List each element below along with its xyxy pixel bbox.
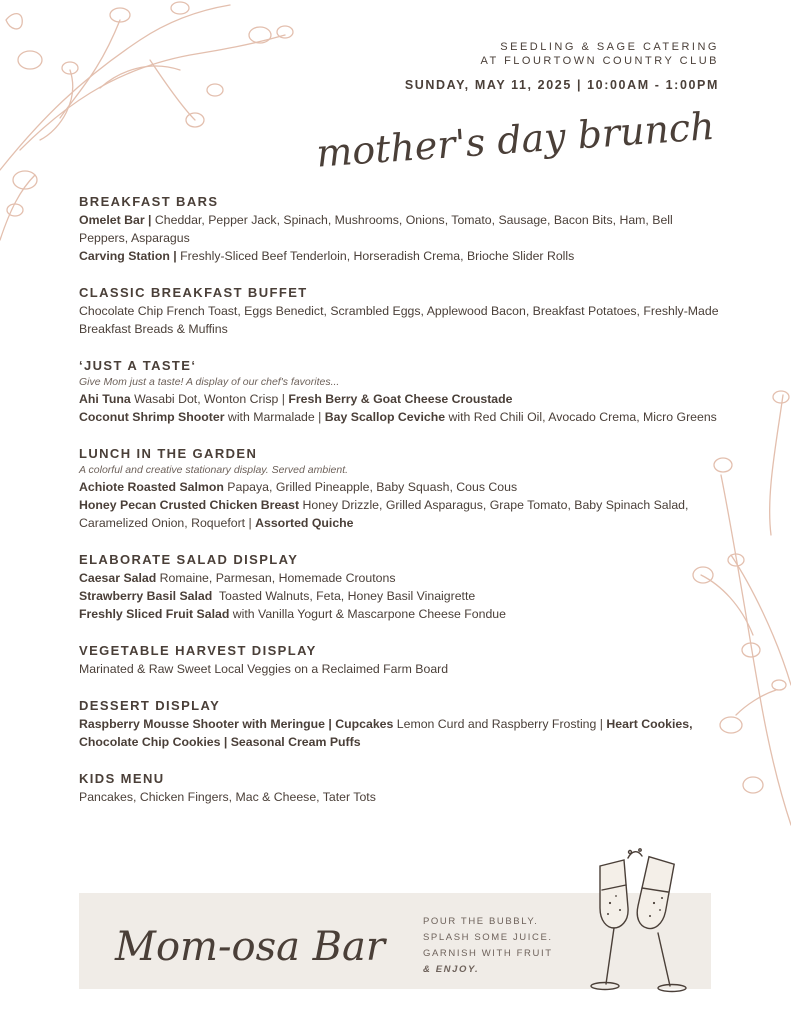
section-title: CLASSIC BREAKFAST BUFFET	[79, 285, 308, 300]
menu-item	[79, 478, 719, 496]
event-date: SUNDAY, MAY 11, 2025 | 10:00AM - 1:00PM	[404, 78, 719, 92]
section-title: KIDS MENU	[79, 771, 165, 786]
menu-item	[79, 569, 719, 587]
menu-item: Pancakes, Chicken Fingers, Mac & Cheese, Tater Tots	[79, 790, 376, 804]
menu-item	[79, 211, 719, 247]
menu-item: Chocolate Chip French Toast, Eggs Benedict, Scrambled Eggs, Applewood Bacon, Breakfast Potatoes, Freshly-Made Breakfast Breads & Muffins	[79, 304, 719, 336]
section-salad-display	[79, 551, 719, 623]
item-description: with Red Chili Oil, Avocado Crema, Micro Greens	[445, 410, 717, 424]
item-name: Carving Station |	[79, 249, 177, 263]
section-title: VEGETABLE HARVEST DISPLAY	[79, 643, 317, 658]
section-title: ELABORATE SALAD DISPLAY	[79, 552, 299, 567]
item-description: Freshly-Sliced Beef Tenderloin, Horseradish Crema, Brioche Slider Rolls	[176, 249, 575, 263]
menu-item	[79, 408, 719, 426]
item-description: Wasabi Dot, Wonton Crisp |	[130, 392, 289, 406]
page-title	[314, 95, 725, 185]
item-name: Achiote Roasted Salmon	[79, 480, 224, 494]
item-name: Coconut Shrimp Shooter	[79, 410, 225, 424]
instruction-line: POUR THE BUBBLY.	[423, 916, 539, 927]
item-name: Ahi Tuna	[79, 392, 131, 406]
item-name: Omelet Bar |	[79, 213, 152, 227]
mimosa-bar-title	[110, 900, 400, 990]
menu-item	[79, 496, 719, 532]
section-vegetable-display	[79, 642, 719, 678]
menu-item	[79, 587, 719, 605]
menu-item: Marinated & Raw Sweet Local Veggies on a Reclaimed Farm Board	[79, 662, 449, 676]
item-name: Fresh Berry & Goat Cheese Croustade	[288, 392, 513, 406]
instruction-line: & ENJOY.	[423, 964, 480, 975]
item-description: with Marmalade |	[224, 410, 325, 424]
menu-item	[79, 247, 719, 265]
item-name: Honey Pecan Crusted Chicken Breast	[79, 498, 300, 512]
instruction-line: SPLASH SOME JUICE.	[423, 932, 553, 943]
svg-text:mother's day brunch: mother's day brunch	[314, 103, 716, 176]
item-name: Freshly Sliced Fruit Salad	[79, 607, 230, 621]
item-name: Heart Cookies, Chocolate Chip Cookies | Seasonal Cream Puffs	[79, 717, 693, 749]
menu	[79, 193, 719, 825]
item-description: Cheddar, Pepper Jack, Spinach, Mushrooms, Onions, Tomato, Sausage, Bacon Bits, Ham, Bell Peppers, Asparagus	[79, 213, 673, 245]
menu-item	[79, 715, 719, 751]
section-title: DESSERT DISPLAY	[79, 698, 221, 713]
section-kids-menu	[79, 770, 719, 806]
item-description: Lemon Curd and Raspberry Frosting |	[393, 717, 607, 731]
section-note: A colorful and creative stationary display. Served ambient.	[79, 464, 349, 476]
item-description: Honey Drizzle, Grilled Asparagus, Grape Tomato, Baby Spinach Salad, Caramelized Onion, Roquefort |	[79, 498, 689, 530]
champagne-glasses-icon	[578, 848, 698, 998]
section-classic-buffet	[79, 284, 719, 338]
venue-name: AT FLOURTOWN COUNTRY CLUB	[480, 55, 719, 67]
item-description: Romaine, Parmesan, Homemade Croutons	[156, 571, 396, 585]
section-note: Give Mom just a taste! A display of our chef's favorites...	[79, 376, 340, 388]
section-breakfast-bars	[79, 193, 719, 265]
section-dessert-display	[79, 697, 719, 751]
svg-text:Mom-osa Bar: Mom-osa Bar	[115, 924, 386, 970]
item-name: Assorted Quiche	[255, 516, 354, 530]
caterer-name: SEEDLING & SAGE CATERING	[500, 41, 719, 53]
menu-item	[79, 605, 719, 623]
instruction-line: GARNISH WITH FRUIT	[423, 948, 553, 959]
menu-item	[79, 390, 719, 408]
item-name: Strawberry Basil Salad	[79, 589, 213, 603]
section-lunch-garden	[79, 445, 719, 532]
section-title: ‘JUST A TASTE‘	[79, 358, 197, 373]
header	[405, 40, 719, 92]
item-name: Caesar Salad	[79, 571, 157, 585]
mimosa-instructions	[423, 914, 553, 978]
item-description: Papaya, Grilled Pineapple, Baby Squash, Cous Cous	[223, 480, 518, 494]
section-title: BREAKFAST BARS	[79, 194, 219, 209]
section-just-a-taste	[79, 357, 719, 426]
item-name: Bay Scallop Ceviche	[324, 410, 446, 424]
item-name: Raspberry Mousse Shooter with Meringue | Cupcakes	[79, 717, 394, 731]
section-title: LUNCH IN THE GARDEN	[79, 446, 258, 461]
item-description: with Vanilla Yogurt & Mascarpone Cheese Fondue	[229, 607, 506, 621]
item-description: Toasted Walnuts, Feta, Honey Basil Vinaigrette	[212, 589, 476, 603]
